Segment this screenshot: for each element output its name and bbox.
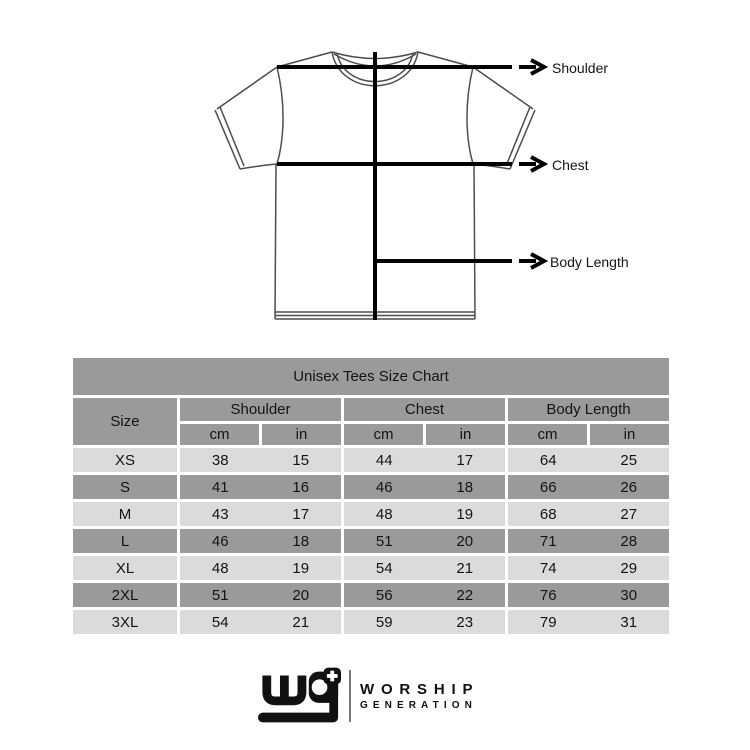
value-cell: 41	[211, 478, 229, 496]
value-cell: 51	[375, 532, 393, 550]
measurement-label-shoulder: Shoulder	[552, 60, 609, 76]
value-cell: 71	[539, 532, 557, 550]
value-cell: 54	[211, 613, 229, 631]
table-row-xs	[73, 448, 669, 472]
value-cell: 59	[375, 613, 393, 631]
unit-header: in	[426, 424, 505, 445]
table-row-2xl	[73, 583, 669, 607]
value-cell: 46	[375, 478, 393, 496]
value-cell: 76	[539, 586, 557, 604]
value-cell: 22	[456, 586, 474, 604]
table-row-xl	[73, 556, 669, 580]
value-cell: 66	[539, 478, 557, 496]
value-cell: 56	[375, 586, 393, 604]
value-cell: 46	[211, 532, 229, 550]
value-cell: 54	[375, 559, 393, 577]
value-cell: 20	[292, 586, 310, 604]
table-row-l	[73, 529, 669, 553]
value-cell: 79	[539, 613, 557, 631]
value-cell: 21	[456, 559, 474, 577]
size-cell: S	[73, 475, 177, 499]
value-cell: 29	[620, 559, 638, 577]
value-cell: 64	[539, 451, 557, 469]
value-cell: 26	[620, 478, 638, 496]
value-cell: 25	[620, 451, 638, 469]
unit-header: cm	[508, 424, 587, 445]
value-cell: 38	[211, 451, 229, 469]
value-cell: 23	[456, 613, 474, 631]
table-row-3xl	[73, 610, 669, 634]
tshirt-diagram	[0, 0, 750, 340]
column-header-size: Size	[73, 398, 177, 445]
value-cell: 48	[211, 559, 229, 577]
value-cell: 43	[211, 505, 229, 523]
value-cell: 16	[292, 478, 310, 496]
value-cell: 51	[211, 586, 229, 604]
size-cell: XS	[73, 448, 177, 472]
size-cell: M	[73, 502, 177, 526]
value-cell: 17	[456, 451, 474, 469]
table-row-s	[73, 475, 669, 499]
value-cell: 68	[539, 505, 557, 523]
value-cell: 28	[620, 532, 638, 550]
value-cell: 18	[292, 532, 310, 550]
logo-wordmark-line1: WORSHIP	[360, 680, 480, 698]
value-cell: 21	[292, 613, 310, 631]
unit-header: cm	[344, 424, 423, 445]
measurement-label-body-length: Body Length	[550, 254, 629, 270]
worship-generation-logo	[258, 667, 479, 725]
measurement-label-chest: Chest	[552, 157, 589, 173]
table-title: Unisex Tees Size Chart	[73, 358, 669, 395]
size-cell: XL	[73, 556, 177, 580]
value-cell: 20	[456, 532, 474, 550]
unit-header: in	[590, 424, 669, 445]
value-cell: 44	[375, 451, 393, 469]
column-group-chest: Chest	[344, 398, 505, 421]
size-chart-table	[70, 355, 672, 637]
value-cell: 30	[620, 586, 638, 604]
value-cell: 19	[456, 505, 474, 523]
logo-wordmark-line2: GENERATION	[360, 699, 477, 711]
logo-wordmark	[360, 682, 479, 711]
column-group-shoulder: Shoulder	[180, 398, 341, 421]
logo-divider	[349, 670, 351, 722]
value-cell: 31	[620, 613, 638, 631]
chest-arrow	[277, 157, 544, 171]
value-cell: 19	[292, 559, 310, 577]
table-row-m	[73, 502, 669, 526]
column-group-body-length: Body Length	[508, 398, 669, 421]
value-cell: 48	[375, 505, 393, 523]
size-cell: L	[73, 529, 177, 553]
value-cell: 27	[620, 505, 638, 523]
value-cell: 18	[456, 478, 474, 496]
value-cell: 17	[292, 505, 310, 523]
value-cell: 74	[539, 559, 557, 577]
unit-header: cm	[180, 424, 259, 445]
body-length-arrow	[375, 52, 544, 320]
wg-monogram-icon	[258, 667, 342, 725]
unit-header: in	[262, 424, 341, 445]
size-cell: 3XL	[73, 610, 177, 634]
size-cell: 2XL	[73, 583, 177, 607]
value-cell: 15	[292, 451, 310, 469]
